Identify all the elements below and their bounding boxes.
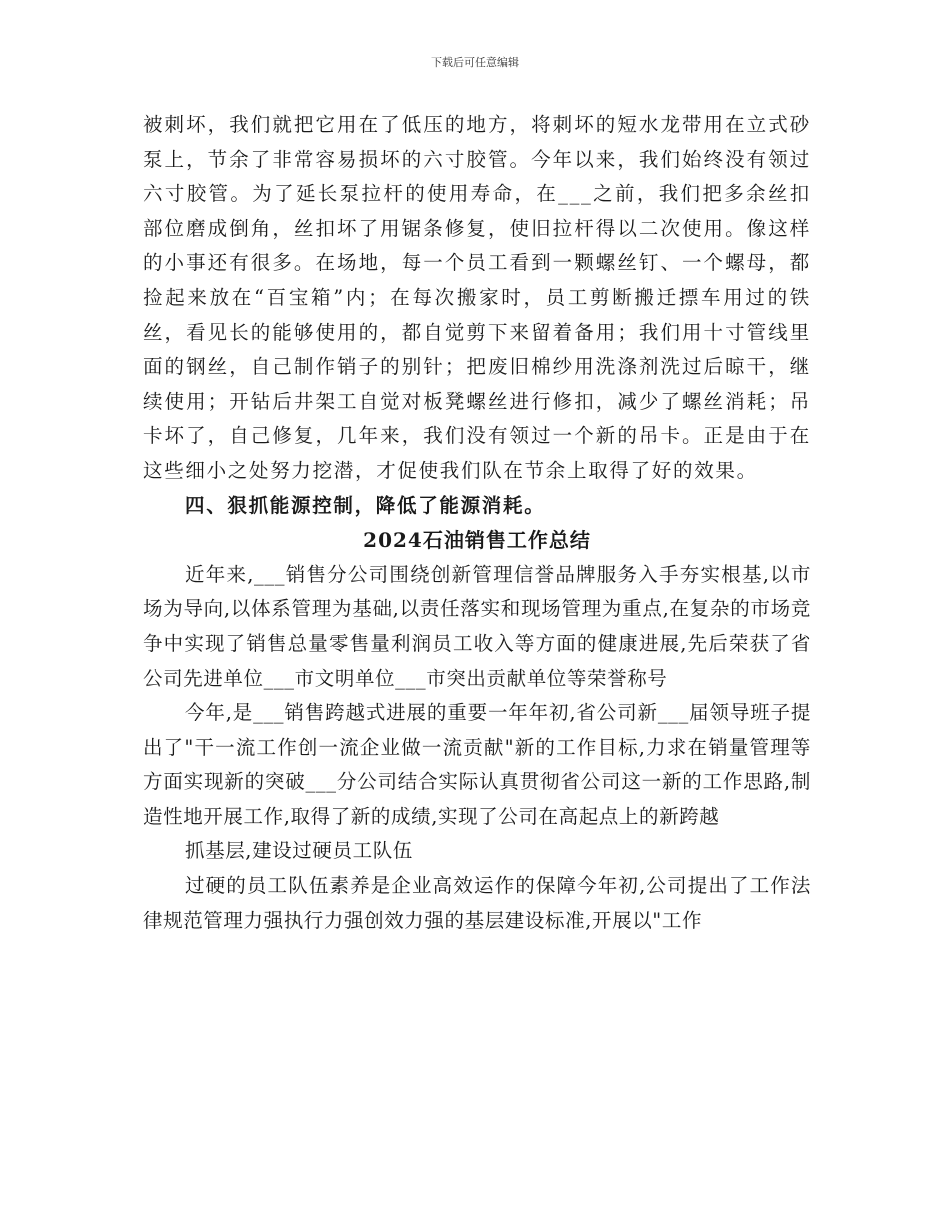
paragraph-1: 被刺坏，我们就把它用在了低压的地方，将刺坏的短水龙带用在立式砂泵上，节余了非常容易损坏的六寸胶管。今年以来，我们始终没有领过六寸胶管。为了延长泵拉杆的使用寿命，在___之前，我们把多余丝扣部位磨成倒角，丝扣坏了用锯条修复，使旧拉杆得以二次使用。像这样的小事还有很多。在场地，每一个员工看到一颗螺丝钉、一个螺母，都捡起来放在“百宝箱”内；在每次搬家时，员工剪断搬迁摽车用过的铁丝，看见长的能够使用的，都自觉剪下来留着备用；我们用十寸管线里面的钢丝，自己制作销子的别针；把废旧棉纱用洗涤剂洗过后晾干，继续使用；开钻后井架工自觉对板凳螺丝进行修扣，减少了螺丝消耗；吊卡坏了，自己修复，几年来，我们没有领过一个新的吊卡。正是由于在这些细小之处努力挖潜，才促使我们队在节余上取得了好的效果。	[143, 113, 811, 482]
document-title: 2024石油销售工作总结	[363, 528, 591, 553]
section-heading-4: 四、狠抓能源控制，降低了能源消耗。	[185, 493, 546, 517]
paragraph-4: 过硬的员工队伍素养是企业高效运作的保障今年初,公司提出了工作法律规范管理力强执行力强创效力强的基层建设标准,开展以"工作	[143, 874, 811, 932]
page-header: 下载后可任意编辑	[431, 56, 519, 69]
subheading: 抓基层,建设过硬员工队伍	[185, 839, 413, 863]
paragraph-2: 近年来,___销售分公司围绕创新管理信誉品牌服务入手夯实根基,以市场为导向,以体系管理为基础,以责任落实和现场管理为重点,在复杂的市场竞争中实现了销售总量零售量利润员工收入等方面的健康进展,先后荣获了省公司先进单位___市文明单位___市突出贡献单位等荣誉称号	[143, 562, 811, 690]
document-body	[143, 108, 811, 938]
paragraph-3: 今年,是___销售跨越式进展的重要一年年初,省公司新___届领导班子提出了"干一流工作创一流企业做一流贡献"新的工作目标,力求在销量管理等方面实现新的突破___分公司结合实际认真贯彻省公司这一新的工作思路,制造性地开展工作,取得了新的成绩,实现了公司在高起点上的新跨越	[143, 701, 811, 828]
